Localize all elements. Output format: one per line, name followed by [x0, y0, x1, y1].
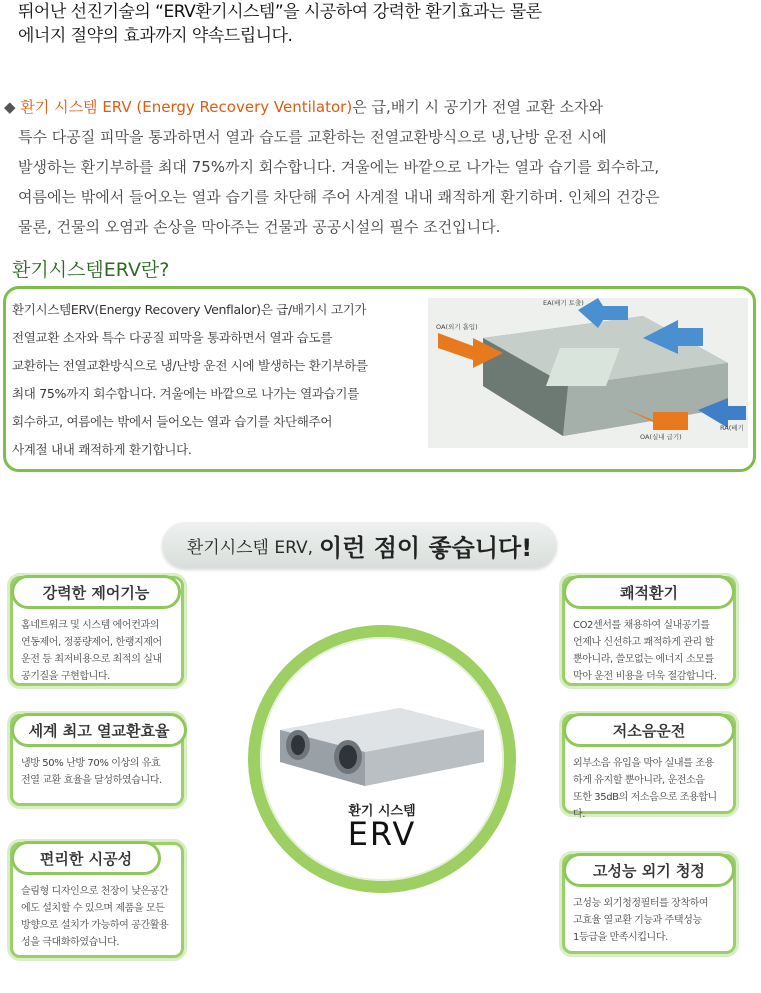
card-line: 막아 운전 비용을 더욱 절감합니다.: [573, 671, 717, 682]
benefit-card: [10, 842, 184, 958]
card-line: 전열 교환 효율을 달성하였습니다.: [21, 775, 162, 786]
description-line: [4, 92, 759, 122]
card-line: 홈네트워크 및 시스템 에어컨과의: [21, 620, 159, 631]
description-line: 특수 다공질 피막을 통과하면서 열과 습도를 교환하는 전열교환방식으로 냉,난방 운전 시에: [18, 128, 607, 146]
card-title: 편리한 시공성: [11, 841, 161, 875]
ra-label: RA(배기: [720, 424, 744, 432]
erv-unit-illustration: [270, 700, 494, 790]
card-body: [21, 883, 175, 951]
diamond-bullet-icon: ◆: [4, 98, 16, 116]
benefit-card: [10, 714, 184, 806]
card-line: 방향으로 설치가 가능하여 공간활용: [21, 920, 169, 931]
benefits-banner: [162, 522, 557, 568]
intro-line: 에너지 절약의 효과까지 약속드립니다.: [18, 26, 293, 46]
banner-small-text: 환기시스템 ERV,: [186, 537, 314, 558]
card-line: 언제나 신선하고 쾌적하게 관리 할: [573, 637, 714, 648]
card-title: 저소음운전: [563, 713, 735, 747]
ea-label: EA(배기 토출): [543, 299, 584, 307]
airflow-diagram-illustration: [428, 298, 748, 448]
erv-unit-image: [270, 700, 494, 790]
card-title: 세계 최고 열교환효율: [11, 713, 187, 747]
card-line: 냉방 50% 난방 70% 이상의 유효: [21, 758, 161, 769]
benefit-card: [562, 854, 736, 954]
what-is-heading: 환기시스템ERV란?: [12, 259, 170, 281]
oa-supply-label: OA(실내 급기): [640, 433, 682, 441]
what-is-line: 교환하는 전열교환방식으로 냉/난방 운전 시에 발생하는 환기부하를: [12, 358, 368, 373]
card-line: 또한 35dB의 저소음으로 조용합니다.: [573, 792, 717, 820]
card-body: [21, 755, 175, 789]
benefit-card: [10, 576, 184, 686]
card-body: [573, 895, 727, 946]
card-line: CO2센서를 채용하여 실내공기를: [573, 620, 710, 631]
what-is-text: [12, 296, 424, 464]
card-line: 성을 극대화하였습니다.: [21, 937, 120, 948]
card-line: 슬림형 디자인으로 천장이 낮은공간: [21, 886, 169, 897]
card-line: 운전 등 최저비용으로 최적의 실내: [21, 654, 162, 665]
card-body: [573, 617, 727, 685]
card-line: 고효율 열교환 기능과 주택성능: [573, 915, 702, 926]
card-line: 에도 설치할 수 있으며 제품을 모든: [21, 903, 165, 914]
card-line: 1등급을 만족시킵니다.: [573, 932, 668, 943]
benefit-card: [562, 576, 736, 686]
description-text: 은 급,배기 시 공기가 전열 교환 소자와: [352, 98, 603, 116]
erv-airflow-diagram: [428, 298, 748, 448]
card-body: [21, 617, 175, 685]
card-title: 강력한 제어기능: [11, 575, 181, 609]
card-line: 뿐아니라, 쓸모없는 에너지 소모를: [573, 654, 714, 665]
card-line: 하게 유지할 뿐아니라, 운전소음: [573, 775, 705, 786]
card-line: 공기질을 구현합니다.: [21, 671, 110, 682]
intro-line: 뛰어난 선진기술의 “ERV환기시스템”을 시공하여 강력한 환기효과는 물론: [18, 2, 542, 22]
product-subtitle: 환기 시스템: [348, 804, 416, 819]
card-line: 연동제어, 정풍량제어, 한랭지제어: [21, 637, 162, 648]
card-line: 고성능 외기청정필터를 장착하여: [573, 898, 709, 909]
card-title: 쾌적환기: [563, 575, 735, 609]
card-line: 외부소음 유입을 막아 실내를 조용: [573, 758, 714, 769]
banner-big-text: 이런 점이 좋습니다!: [319, 533, 533, 562]
card-body: [573, 755, 727, 823]
erv-description: [4, 92, 759, 242]
description-line: 여름에는 밖에서 들어오는 열과 습기를 차단해 주어 사계절 내내 쾌적하게 환기하며. 인체의 건강은: [18, 188, 660, 206]
oa-intake-label: OA(외기 흡입): [436, 323, 478, 331]
what-is-line: 최대 75%까지 회수합니다. 겨울에는 바깥으로 나가는 열과습기를: [12, 386, 359, 401]
erv-highlight: 환기 시스템 ERV (Energy Recovery Ventilator): [20, 98, 353, 116]
what-is-line: 사계절 내내 쾌적하게 환기합니다.: [12, 442, 192, 457]
what-is-line: 전열교환 소자와 특수 다공질 피막을 통과하면서 열과 습도를: [12, 330, 333, 345]
product-name: ERV: [347, 815, 417, 853]
card-title: 고성능 외기 청정: [563, 853, 735, 887]
intro-text: [18, 0, 542, 48]
description-line: 발생하는 환기부하를 최대 75%까지 회수합니다. 겨울에는 바깥으로 나가는 열과 습기를 회수하고,: [18, 158, 660, 176]
benefit-card: [562, 714, 736, 820]
description-line: 물론, 건물의 오염과 손상을 막아주는 건물과 공공시설의 필수 조건입니다.: [18, 218, 501, 236]
what-is-line: 환기시스템ERV(Energy Recovery Venflalor)은 급/배기시 고기가: [12, 302, 367, 317]
what-is-line: 회수하고, 여름에는 밖에서 들어오는 열과 습기를 차단해주어: [12, 414, 333, 429]
